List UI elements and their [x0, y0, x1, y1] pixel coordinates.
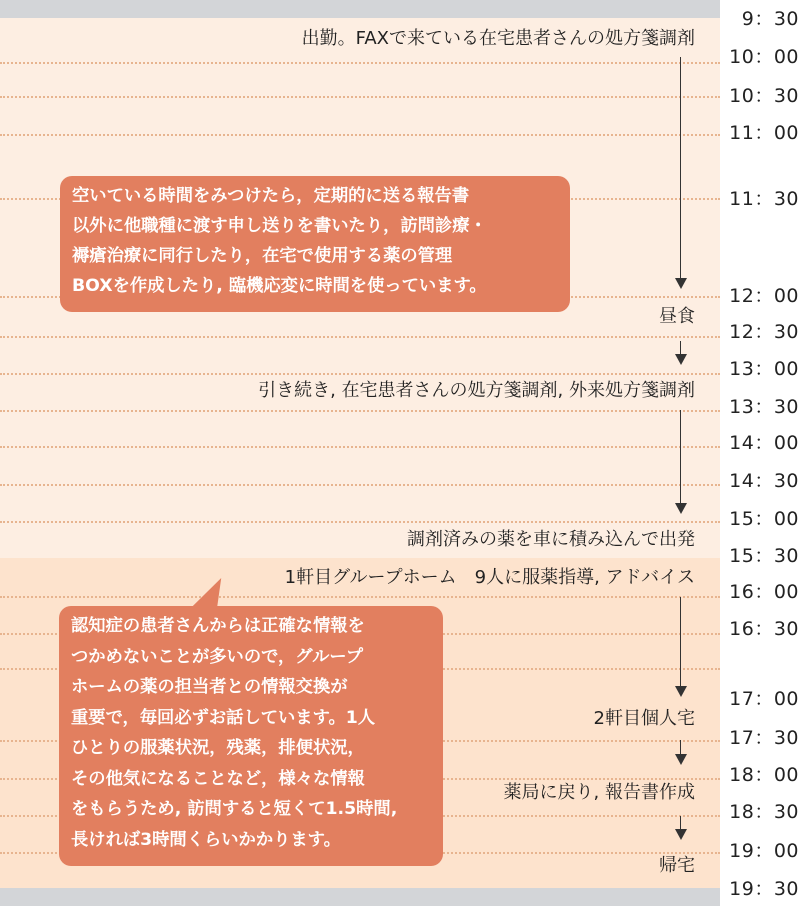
arrow-head: [675, 354, 687, 365]
time-label: 17：00: [729, 688, 799, 710]
arrow-head: [675, 686, 687, 697]
top-bar: [0, 0, 720, 18]
callout-line: 認知症の患者さんからは正確な情報を: [71, 616, 365, 636]
timeline-arrow: [680, 740, 681, 755]
arrow-head: [675, 278, 687, 289]
event-depart: 調剤済みの薬を車に積み込んで出発: [407, 529, 695, 550]
callout-line: ひとりの服薬状況，残薬，排便状況，: [71, 738, 365, 758]
time-label: 18：00: [729, 764, 799, 786]
event-arrive: 出勤。FAXで来ている在宅患者さんの処方箋調剤: [301, 28, 695, 49]
callout-line: BOXを作成したり, 臨機応変に時間を使っています。: [72, 276, 487, 296]
dotted-separator: [0, 410, 720, 412]
tip-callout-free-time: [60, 176, 570, 312]
dotted-separator: [0, 134, 720, 136]
callout-line: 褥瘡治療に同行したり，在宅で使用する薬の管理: [72, 246, 453, 266]
callout-line: その他気になることなど，様々な情報: [71, 768, 365, 789]
time-label: 10：00: [729, 46, 799, 68]
timeline-arrow: [680, 816, 681, 830]
callout-line: ホームの薬の担当者との情報交換が: [71, 677, 348, 697]
time-label: 13：00: [729, 358, 799, 380]
timeline-arrow: [680, 410, 681, 504]
dotted-separator: [0, 596, 720, 598]
callout-line: 空いている時間をみつけたら，定期的に送る報告書: [72, 186, 470, 206]
time-label: 19：30: [729, 878, 799, 900]
callout-line: つかめないことが多いので，グループ: [71, 646, 364, 667]
dotted-separator: [0, 521, 720, 523]
event-go-home: 帰宅: [659, 855, 695, 876]
bottom-bar: [0, 888, 720, 906]
dotted-separator: [0, 96, 720, 98]
arrow-head: [675, 754, 687, 765]
timeline-arrow: [680, 341, 681, 355]
dotted-separator: [0, 62, 720, 64]
time-label: 15：00: [729, 508, 799, 530]
time-label: 17：30: [729, 727, 799, 749]
time-label: 18：30: [729, 801, 799, 823]
time-label: 19：00: [729, 840, 799, 862]
time-label: 12：30: [729, 321, 799, 343]
timeline-arrow: [680, 597, 681, 687]
time-label: 9：30: [741, 8, 799, 30]
time-label: 13：30: [729, 396, 799, 418]
dotted-separator: [0, 484, 720, 486]
timeline-arrow: [680, 57, 681, 279]
time-label: 16：00: [729, 581, 799, 603]
event-report: 薬局に戻り, 報告書作成: [503, 782, 695, 803]
callout-line: 重要で，毎回必ずお話しています。1人: [71, 707, 376, 728]
callout-line: をもらうため, 訪問すると短くて1.5時間,: [71, 799, 398, 819]
time-label: 11：30: [729, 188, 799, 210]
tip-callout-group-home: [59, 606, 443, 866]
arrow-head: [675, 829, 687, 840]
event-lunch: 昼食: [659, 306, 695, 327]
event-group-home: 1軒目グループホーム 9人に服薬指導, アドバイス: [284, 567, 695, 588]
dotted-separator: [0, 373, 720, 375]
time-label: 14：00: [729, 432, 799, 454]
time-label: 15：30: [729, 545, 799, 567]
time-label: 14：30: [729, 470, 799, 492]
time-label: 12：00: [729, 285, 799, 307]
time-label: 10：30: [729, 85, 799, 107]
dotted-separator: [0, 336, 720, 338]
time-label: 16：30: [729, 618, 799, 640]
arrow-head: [675, 503, 687, 514]
callout-line: 長ければ3時間くらいかかります。: [71, 829, 341, 850]
callout-line: 以外に他職種に渡す申し送りを書いたり，訪問診療・: [72, 216, 487, 236]
event-dispensing: 引き続き, 在宅患者さんの処方箋調剤, 外来処方箋調剤: [258, 380, 695, 401]
event-private-home: 2軒目個人宅: [593, 708, 695, 729]
time-label: 11：00: [729, 122, 799, 144]
dotted-separator: [0, 446, 720, 448]
